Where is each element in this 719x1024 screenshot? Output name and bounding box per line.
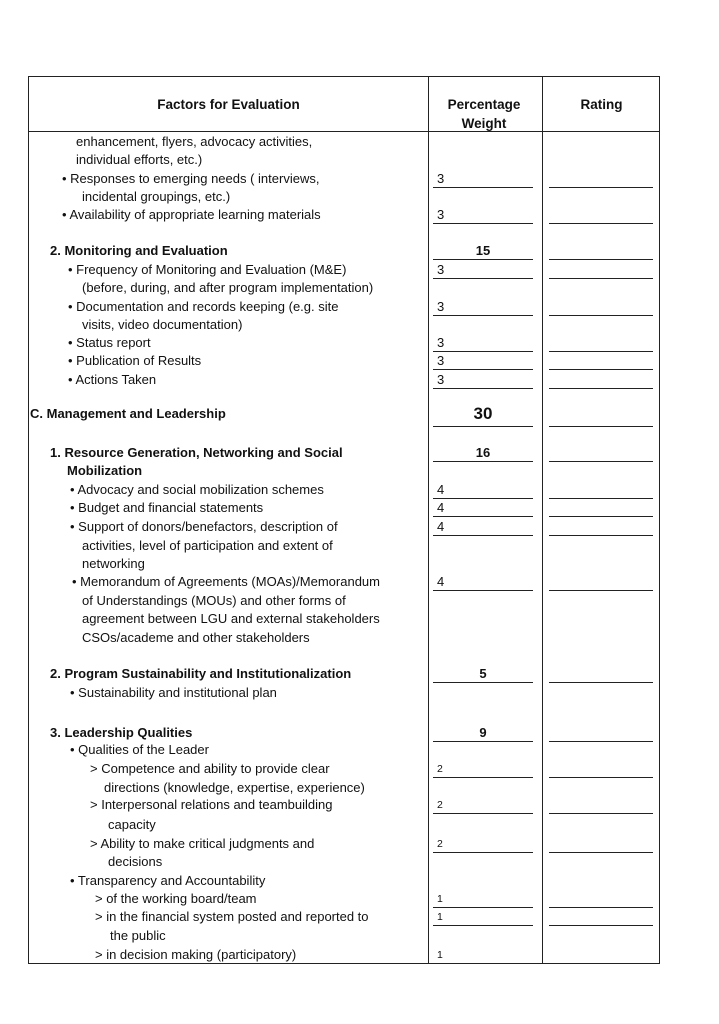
factor-label: 1. Resource Generation, Networking and Social — [50, 445, 343, 460]
factor-label: • Documentation and records keeping (e.g. site — [68, 299, 339, 314]
rating-input-line[interactable] — [549, 278, 653, 279]
percentage-weight-underline — [433, 682, 533, 683]
rating-input-line[interactable] — [549, 813, 653, 814]
factor-label: • Publication of Results — [68, 353, 202, 368]
rating-input-line[interactable] — [549, 461, 653, 462]
rating-input-line[interactable] — [549, 907, 653, 908]
percentage-weight-value: 4 — [437, 519, 445, 534]
percentage-weight-value: 1 — [437, 911, 443, 923]
percentage-weight-value: 3 — [437, 353, 445, 368]
factor-label: directions (knowledge, expertise, experience) — [104, 780, 365, 795]
factor-label: • Advocacy and social mobilization schemes — [70, 482, 324, 497]
percentage-weight-underline — [433, 535, 533, 536]
factor-label: • Status report — [68, 335, 151, 350]
percentage-weight-underline — [433, 925, 533, 926]
percentage-weight-underline — [433, 813, 533, 814]
factor-label: • Actions Taken — [68, 372, 157, 387]
percentage-weight-underline — [433, 516, 533, 517]
factor-label: the public — [110, 928, 166, 943]
factor-label: Mobilization — [67, 463, 143, 478]
factor-label: • Sustainability and institutional plan — [70, 685, 277, 700]
factor-label: > Competence and ability to provide clear — [90, 761, 330, 776]
percentage-weight-value: 15 — [475, 243, 491, 258]
factor-label: > in decision making (participatory) — [95, 947, 297, 962]
percentage-weight-underline — [433, 777, 533, 778]
percentage-weight-value: 3 — [437, 171, 445, 186]
percentage-weight-underline — [433, 187, 533, 188]
rating-input-line[interactable] — [549, 516, 653, 517]
rating-input-line[interactable] — [549, 498, 653, 499]
rating-input-line[interactable] — [549, 426, 653, 427]
percentage-weight-value: 4 — [437, 500, 445, 515]
factor-label: • Support of donors/benefactors, description of — [70, 519, 338, 534]
percentage-weight-value: 3 — [437, 299, 445, 314]
percentage-weight-underline — [433, 461, 533, 462]
percentage-weight-underline — [433, 388, 533, 389]
rating-input-line[interactable] — [549, 369, 653, 370]
rating-input-line[interactable] — [549, 777, 653, 778]
rating-input-line[interactable] — [549, 223, 653, 224]
factor-label: enhancement, flyers, advocacy activities, — [76, 134, 313, 149]
factor-label: networking — [82, 556, 145, 571]
column-divider — [428, 77, 429, 963]
factor-label: > Ability to make critical judgments and — [90, 836, 315, 851]
percentage-weight-underline — [433, 259, 533, 260]
factor-label: (before, during, and after program implementation) — [82, 280, 374, 295]
percentage-weight-underline — [433, 741, 533, 742]
factor-label: decisions — [108, 854, 163, 869]
percentage-weight-value: 2 — [437, 763, 443, 775]
factor-label: • Memorandum of Agreements (MOAs)/Memorandum — [72, 574, 380, 589]
rating-input-line[interactable] — [549, 351, 653, 352]
factor-label: > in the financial system posted and reported to — [95, 909, 369, 924]
factor-label: • Qualities of the Leader — [70, 742, 209, 757]
rating-input-line[interactable] — [549, 925, 653, 926]
percentage-weight-underline — [433, 369, 533, 370]
percentage-weight-value: 5 — [479, 666, 487, 681]
factor-label: • Frequency of Monitoring and Evaluation (M&E) — [68, 262, 347, 277]
column-divider — [542, 77, 543, 963]
rating-input-line[interactable] — [549, 682, 653, 683]
factor-label: activities, level of participation and extent of — [82, 538, 333, 553]
percentage-weight-underline — [433, 590, 533, 591]
factor-label: 2. Monitoring and Evaluation — [50, 243, 228, 258]
header-percentage-weight: Percentage Weight — [447, 97, 521, 131]
factor-label: of Understandings (MOUs) and other forms of — [82, 593, 346, 608]
factor-label: C. Management and Leadership — [30, 406, 226, 421]
percentage-weight-value: 1 — [437, 893, 443, 905]
rating-input-line[interactable] — [549, 259, 653, 260]
percentage-weight-value: 2 — [437, 838, 443, 850]
percentage-weight-underline — [433, 852, 533, 853]
percentage-weight-underline — [433, 223, 533, 224]
rating-input-line[interactable] — [549, 852, 653, 853]
percentage-weight-value: 3 — [437, 207, 445, 222]
rating-input-line[interactable] — [549, 535, 653, 536]
factor-label: incidental groupings, etc.) — [82, 189, 231, 204]
percentage-weight-value: 4 — [437, 574, 445, 589]
percentage-weight-underline — [433, 426, 533, 427]
percentage-weight-value: 3 — [437, 262, 445, 277]
percentage-weight-value: 3 — [437, 372, 445, 387]
percentage-weight-value: 30 — [473, 404, 493, 423]
factor-label: • Responses to emerging needs ( interviews, — [62, 171, 320, 186]
factor-label: > of the working board/team — [95, 891, 257, 906]
percentage-weight-value: 1 — [437, 949, 443, 961]
factor-label: • Transparency and Accountability — [70, 873, 266, 888]
factor-label: visits, video documentation) — [82, 317, 243, 332]
factor-label: • Budget and financial statements — [70, 500, 264, 515]
percentage-weight-value: 2 — [437, 799, 443, 811]
header-divider — [29, 131, 659, 132]
factor-label: • Availability of appropriate learning materials — [62, 207, 321, 222]
percentage-weight-underline — [433, 278, 533, 279]
factor-label: CSOs/academe and other stakeholders — [82, 630, 310, 645]
rating-input-line[interactable] — [549, 388, 653, 389]
rating-input-line[interactable] — [549, 741, 653, 742]
rating-input-line[interactable] — [549, 315, 653, 316]
percentage-weight-value: 16 — [475, 445, 491, 460]
factor-label: agreement between LGU and external stakeholders — [82, 611, 380, 626]
factor-label: capacity — [108, 817, 156, 832]
rating-input-line[interactable] — [549, 590, 653, 591]
percentage-weight-value: 4 — [437, 482, 445, 497]
header-factors: Factors for Evaluation — [157, 97, 300, 112]
factor-label: 2. Program Sustainability and Institutionalization — [50, 666, 352, 681]
header-rating: Rating — [580, 97, 623, 112]
percentage-weight-underline — [433, 315, 533, 316]
percentage-weight-value: 9 — [479, 725, 487, 740]
factor-label: 3. Leadership Qualities — [50, 725, 193, 740]
rating-input-line[interactable] — [549, 187, 653, 188]
factor-label: > Interpersonal relations and teambuilding — [90, 797, 333, 812]
percentage-weight-value: 3 — [437, 335, 445, 350]
factor-label: individual efforts, etc.) — [76, 152, 203, 167]
